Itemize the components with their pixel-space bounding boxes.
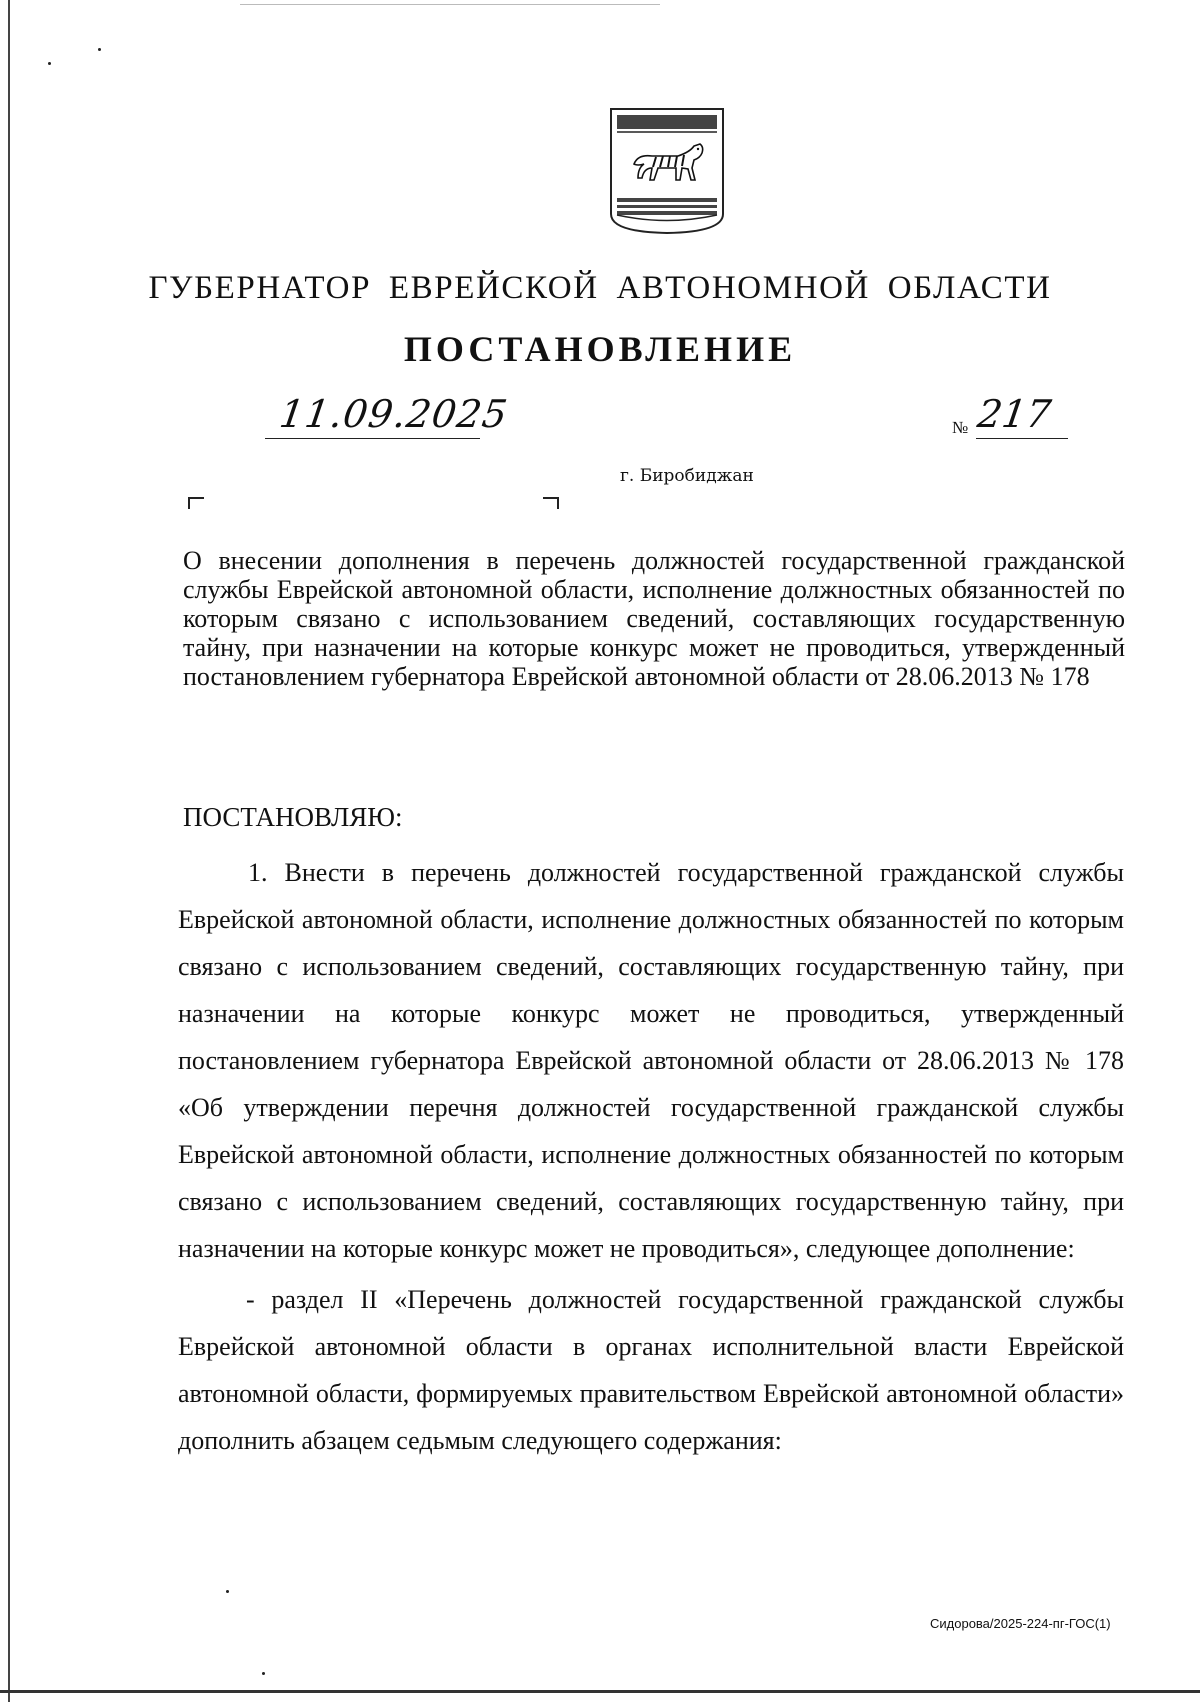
body-paragraph-1: 1. Внести в перечень должностей государственной гражданской службы Еврейской автономной области, исполнение должностных обязанностей по которым связано с использованием сведений, составляющих государственную тайну, при назначении на которые конкурс может не проводиться, утвержденный постановлением губернатора Еврейской автономной области от 28.06.2013 № 178 «Об утверждении перечня должностей государственной гражданской службы Еврейской автономной области, исполнение должностных обязанностей по которым связано с использованием сведений, составляющих государственную тайну, при назначении на которые конкурс может не проводиться», следующее дополнение: [178,858,1124,1263]
date-underline [265,438,480,439]
scan-speck [98,48,101,51]
scan-edge-bottom [0,1690,1200,1693]
footer-reference: Сидорова/2025-224-пг-ГОС(1) [930,1616,1111,1631]
document-body [178,849,1124,1464]
handwritten-number: 217 [974,392,1054,436]
scan-speck [226,1590,229,1593]
handwritten-date: 11.09.2025 [276,392,511,436]
scan-edge-top [240,4,660,5]
subject-corner-right [543,497,559,509]
city-label: г. Биробиджан [620,466,754,486]
document-subject: О внесении дополнения в перечень должностей государственной гражданской службы Еврейской автономной области, исполнение должностных обязанностей по которым связано с использованием сведений, составляющих государственную тайну, при назначении на которые конкурс может не проводиться, утвержденный постановлением губернатора Еврейской автономной области от 28.06.2013 № 178 [183,546,1125,691]
number-underline [976,438,1068,439]
coat-of-arms-emblem [608,106,726,236]
subject-corner-left [188,497,204,509]
organization-heading: ГУБЕРНАТОР ЕВРЕЙСКОЙ АВТОНОМНОЙ ОБЛАСТИ [148,270,1052,306]
body-paragraph-2: - раздел II «Перечень должностей государственной гражданской службы Еврейской автономной области в органах исполнительной власти Еврейской автономной области, формируемых правительством Еврейской автономной области» дополнить абзацем седьмым следующего содержания: [178,1285,1124,1455]
number-sign: № [952,418,969,437]
scan-speck [262,1672,265,1675]
scan-edge-left [8,0,10,1702]
decree-word: ПОСТАНОВЛЯЮ: [183,802,403,832]
scan-speck [48,62,51,65]
document-type-heading: ПОСТАНОВЛЕНИЕ [403,329,797,369]
